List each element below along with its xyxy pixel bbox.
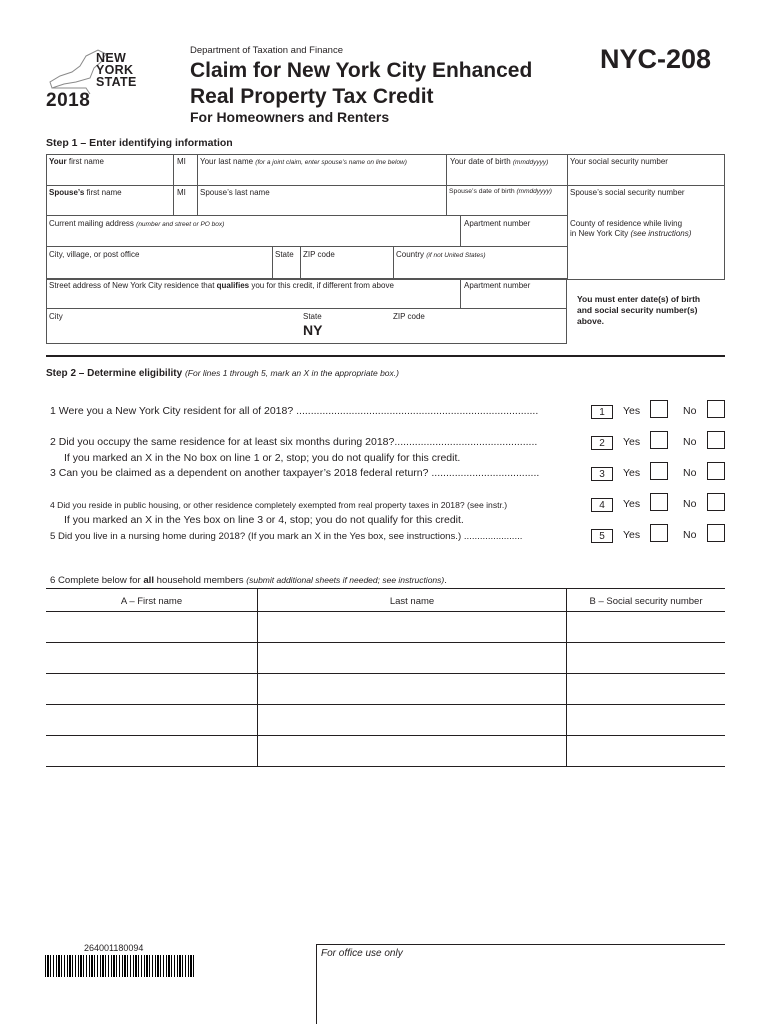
yes-label-3: Yes	[623, 467, 641, 479]
member-2-ssn[interactable]	[567, 643, 725, 673]
barcode	[45, 955, 195, 977]
q2-yes-checkbox[interactable]	[650, 431, 668, 449]
q4-no-checkbox[interactable]	[707, 493, 725, 511]
question-2: 2 Did you occupy the same residence for at least six months during 2018?.................................................	[50, 436, 538, 448]
apartment-number2-field[interactable]: Apartment number	[464, 281, 531, 290]
q3-no-checkbox[interactable]	[707, 462, 725, 480]
your-ssn-field[interactable]: Your social security number	[570, 157, 668, 166]
member-1-last-name[interactable]	[258, 612, 566, 642]
title-line2: Real Property Tax Credit	[190, 85, 434, 108]
q5-yes-checkbox[interactable]	[650, 524, 668, 542]
line-number-3: 3	[591, 467, 613, 481]
member-2-first-name[interactable]	[46, 643, 257, 673]
q1-no-checkbox[interactable]	[707, 400, 725, 418]
city2-field[interactable]: City	[49, 312, 63, 321]
county-field[interactable]: County of residence while living in New York City (see instructions)	[570, 219, 692, 238]
col-a-header: A – First name	[120, 596, 183, 607]
no-label-1: No	[683, 405, 697, 417]
mailing-address-field[interactable]: Current mailing address (number and street or PO box)	[49, 219, 225, 228]
q4-yes-checkbox[interactable]	[650, 493, 668, 511]
your-mi-field[interactable]: MI	[177, 157, 186, 166]
yes-label-5: Yes	[623, 529, 641, 541]
country-field[interactable]: Country (if not United States)	[396, 250, 486, 259]
question-4: 4 Did you reside in public housing, or other residence completely exempted from real property taxes in 2018? (see instr.)	[50, 500, 508, 510]
city-field[interactable]: City, village, or post office	[49, 250, 140, 259]
state-value: NY	[303, 322, 323, 338]
q2-no-checkbox[interactable]	[707, 431, 725, 449]
line-number-2: 2	[591, 436, 613, 450]
title-line1: Claim for New York City Enhanced	[190, 59, 533, 82]
your-first-name-field[interactable]: Your first name	[49, 157, 104, 166]
zip2-field[interactable]: ZIP code	[393, 312, 425, 321]
office-use-label: For office use only	[321, 948, 403, 959]
line-number-1: 1	[591, 405, 613, 419]
member-5-first-name[interactable]	[46, 736, 257, 766]
spouse-first-name-field[interactable]: Spouse’s first name	[49, 188, 122, 197]
q5-no-checkbox[interactable]	[707, 524, 725, 542]
step1-heading: Step 1 – Enter identifying information	[46, 137, 233, 149]
member-1-first-name[interactable]	[46, 612, 257, 642]
instruction-stop-1: If you marked an X in the No box on line 1 or 2, stop; you do not qualify for this credit.	[64, 452, 461, 464]
line-6-instruction: 6 Complete below for all household members (submit additional sheets if needed; see instructions).	[50, 575, 447, 586]
member-3-ssn[interactable]	[567, 674, 725, 704]
state-field[interactable]: State	[275, 250, 294, 259]
no-label-3: No	[683, 467, 697, 479]
col-b-header: B – Social security number	[589, 596, 703, 607]
zip-field[interactable]: ZIP code	[303, 250, 335, 259]
spouse-mi-field[interactable]: MI	[177, 188, 186, 197]
state2-field[interactable]: State	[303, 312, 322, 321]
yes-label-2: Yes	[623, 436, 641, 448]
instruction-stop-2: If you marked an X in the Yes box on line 3 or 4, stop; you do not qualify for this credit.	[64, 514, 464, 526]
line-number-4: 4	[591, 498, 613, 512]
form-title	[190, 58, 590, 110]
logo-line3: STATE	[96, 75, 137, 89]
member-1-ssn[interactable]	[567, 612, 725, 642]
barcode-number: 264001180094	[84, 943, 144, 953]
line-number-5: 5	[591, 529, 613, 543]
logo-year: 2018	[46, 90, 91, 111]
divider	[46, 355, 725, 357]
form-subtitle: For Homeowners and Renters	[190, 109, 390, 125]
spouse-ssn-field[interactable]: Spouse’s social security number	[570, 188, 685, 197]
logo-line2: YORK	[96, 63, 134, 77]
question-1: 1 Were you a New York City resident for all of 2018? ...................................................................................	[50, 405, 539, 417]
street-address-field[interactable]: Street address of New York City residence that qualifies you for this credit, if different from above	[49, 281, 394, 290]
member-3-first-name[interactable]	[46, 674, 257, 704]
form-number: NYC-208	[600, 44, 712, 74]
step2-heading: Step 2 – Determine eligibility (For lines 1 through 5, mark an X in the appropriate box.)	[46, 368, 399, 379]
no-label-5: No	[683, 529, 697, 541]
nys-logo	[46, 48, 156, 118]
your-last-name-field[interactable]: Your last name (for a joint claim, enter spouse’s name on line below)	[200, 157, 407, 166]
member-2-last-name[interactable]	[258, 643, 566, 673]
col-last-name-header: Last name	[389, 596, 435, 607]
question-5: 5 Did you live in a nursing home during 2018? (If you mark an X in the Yes box, see instructions.) ......................	[50, 531, 523, 542]
spouse-dob-field[interactable]: Spouse’s date of birth (mmddyyyy)	[449, 188, 552, 195]
q1-yes-checkbox[interactable]	[650, 400, 668, 418]
logo-line1: NEW	[96, 51, 127, 65]
member-4-first-name[interactable]	[46, 705, 257, 735]
identity-grid	[46, 154, 725, 280]
member-5-last-name[interactable]	[258, 736, 566, 766]
q3-yes-checkbox[interactable]	[650, 462, 668, 480]
member-4-last-name[interactable]	[258, 705, 566, 735]
member-5-ssn[interactable]	[567, 736, 725, 766]
your-dob-field[interactable]: Your date of birth (mmddyyyy)	[450, 157, 549, 166]
member-3-last-name[interactable]	[258, 674, 566, 704]
spouse-last-name-field[interactable]: Spouse’s last name	[200, 188, 270, 197]
department: Department of Taxation and Finance	[190, 45, 343, 56]
no-label-4: No	[683, 498, 697, 510]
question-3: 3 Can you be claimed as a dependent on another taxpayer’s 2018 federal return? .....................................	[50, 467, 540, 479]
member-4-ssn[interactable]	[567, 705, 725, 735]
required-note: You must enter date(s) of birth and social security number(s) above.	[577, 294, 701, 326]
logo-text	[96, 52, 137, 88]
no-label-2: No	[683, 436, 697, 448]
yes-label-4: Yes	[623, 498, 641, 510]
yes-label-1: Yes	[623, 405, 641, 417]
apartment-number-field[interactable]: Apartment number	[464, 219, 531, 228]
